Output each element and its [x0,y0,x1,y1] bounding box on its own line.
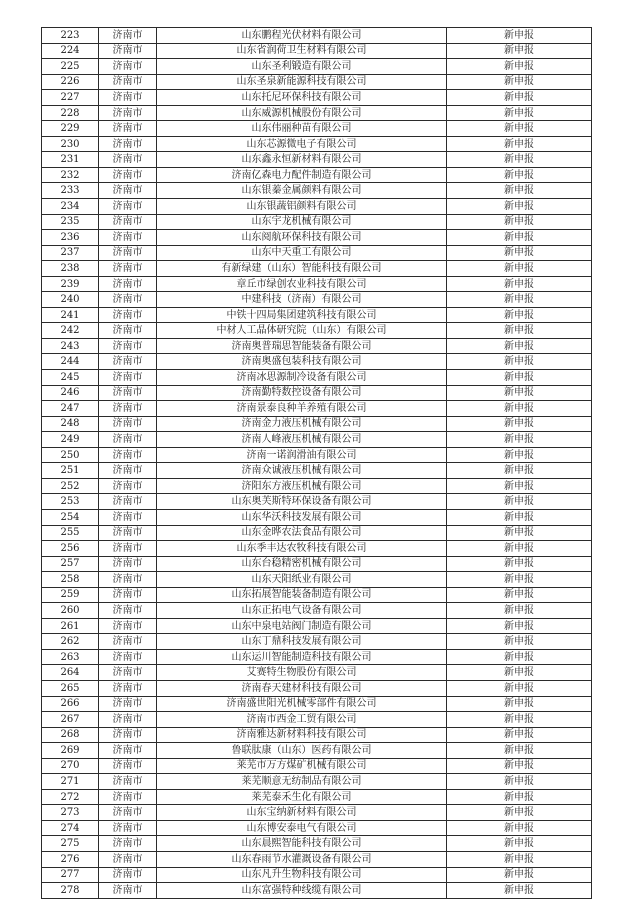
status-cell: 新申报 [447,680,592,696]
company-name-cell: 济南奥盛包装科技有限公司 [157,354,447,370]
company-name-cell: 山东台稳精密机械有限公司 [157,556,447,572]
company-name-cell: 鲁联肽康（山东）医药有限公司 [157,743,447,759]
city-cell: 济南市 [99,867,157,883]
table-row [42,307,592,323]
table-row [42,121,592,137]
status-cell: 新申报 [447,28,592,44]
row-number-cell: 234 [42,199,99,215]
city-cell: 济南市 [99,323,157,339]
table-row [42,152,592,168]
company-name-cell: 济南众诚液压机械有限公司 [157,463,447,479]
status-cell: 新申报 [447,74,592,90]
row-number-cell: 238 [42,261,99,277]
company-name-cell: 山东阅航环保科技有限公司 [157,230,447,246]
table-row [42,43,592,59]
status-cell: 新申报 [447,696,592,712]
city-cell: 济南市 [99,214,157,230]
table-row [42,276,592,292]
status-cell: 新申报 [447,323,592,339]
row-number-cell: 240 [42,292,99,308]
company-name-cell: 中建科技（济南）有限公司 [157,292,447,308]
table-row [42,230,592,246]
row-number-cell: 278 [42,883,99,899]
city-cell: 济南市 [99,836,157,852]
row-number-cell: 264 [42,665,99,681]
city-cell: 济南市 [99,261,157,277]
city-cell: 济南市 [99,541,157,557]
table-row [42,509,592,525]
company-name-cell: 济南市西金工贸有限公司 [157,712,447,728]
status-cell: 新申报 [447,789,592,805]
table-row [42,401,592,417]
row-number-cell: 256 [42,541,99,557]
status-cell: 新申报 [447,587,592,603]
status-cell: 新申报 [447,774,592,790]
city-cell: 济南市 [99,416,157,432]
table-row [42,105,592,121]
city-cell: 济南市 [99,199,157,215]
company-name-cell: 山东鑫永恒新材料有限公司 [157,152,447,168]
status-cell: 新申报 [447,836,592,852]
city-cell: 济南市 [99,634,157,650]
status-cell: 新申报 [447,292,592,308]
status-cell: 新申报 [447,230,592,246]
table-row [42,851,592,867]
table-row [42,712,592,728]
status-cell: 新申报 [447,370,592,386]
status-cell: 新申报 [447,416,592,432]
company-name-cell: 中材人工晶体研究院（山东）有限公司 [157,323,447,339]
company-name-cell: 山东银蔬铝颜料有限公司 [157,199,447,215]
city-cell: 济南市 [99,338,157,354]
status-cell: 新申报 [447,805,592,821]
city-cell: 济南市 [99,74,157,90]
row-number-cell: 273 [42,805,99,821]
company-name-cell: 有新绿建（山东）智能科技有限公司 [157,261,447,277]
company-name-cell: 济南亿森电力配件制造有限公司 [157,167,447,183]
city-cell: 济南市 [99,712,157,728]
city-cell: 济南市 [99,432,157,448]
row-number-cell: 225 [42,59,99,75]
city-cell: 济南市 [99,354,157,370]
company-name-cell: 山东天阳纸业有限公司 [157,572,447,588]
status-cell: 新申报 [447,432,592,448]
status-cell: 新申报 [447,307,592,323]
company-name-cell: 莱芜顺意无纺制品有限公司 [157,774,447,790]
company-name-cell: 济阳东方液压机械有限公司 [157,478,447,494]
company-name-cell: 山东中天重工有限公司 [157,245,447,261]
city-cell: 济南市 [99,43,157,59]
row-number-cell: 250 [42,447,99,463]
table-row [42,587,592,603]
city-cell: 济南市 [99,385,157,401]
company-name-cell: 山东芯源微电子有限公司 [157,136,447,152]
row-number-cell: 255 [42,525,99,541]
status-cell: 新申报 [447,105,592,121]
row-number-cell: 271 [42,774,99,790]
city-cell: 济南市 [99,572,157,588]
city-cell: 济南市 [99,245,157,261]
city-cell: 济南市 [99,618,157,634]
city-cell: 济南市 [99,401,157,417]
city-cell: 济南市 [99,105,157,121]
company-name-cell: 山东晨熙智能科技有限公司 [157,836,447,852]
city-cell: 济南市 [99,883,157,899]
company-name-cell: 济南一诺润滑油有限公司 [157,447,447,463]
row-number-cell: 275 [42,836,99,852]
company-name-cell: 济南人峰液压机械有限公司 [157,432,447,448]
company-name-cell: 山东省润荷卫生材料有限公司 [157,43,447,59]
row-number-cell: 245 [42,370,99,386]
status-cell: 新申报 [447,851,592,867]
company-name-cell: 山东宇龙机械有限公司 [157,214,447,230]
table-row [42,618,592,634]
status-cell: 新申报 [447,727,592,743]
city-cell: 济南市 [99,276,157,292]
city-cell: 济南市 [99,603,157,619]
row-number-cell: 227 [42,90,99,106]
row-number-cell: 224 [42,43,99,59]
company-name-cell: 章丘市绿创农业科技有限公司 [157,276,447,292]
status-cell: 新申报 [447,261,592,277]
company-name-cell: 山东季丰达农牧科技有限公司 [157,541,447,557]
company-name-cell: 山东凡升生物科技有限公司 [157,867,447,883]
status-cell: 新申报 [447,758,592,774]
city-cell: 济南市 [99,463,157,479]
status-cell: 新申报 [447,494,592,510]
row-number-cell: 251 [42,463,99,479]
status-cell: 新申报 [447,401,592,417]
company-name-cell: 济南盛世阳光机械零部件有限公司 [157,696,447,712]
city-cell: 济南市 [99,167,157,183]
table-row [42,74,592,90]
company-name-cell: 莱芜泰禾生化有限公司 [157,789,447,805]
city-cell: 济南市 [99,820,157,836]
row-number-cell: 241 [42,307,99,323]
status-cell: 新申报 [447,743,592,759]
status-cell: 新申报 [447,572,592,588]
company-name-cell: 山东春雨节水灌溉设备有限公司 [157,851,447,867]
company-name-cell: 济南雅达新材料科技有限公司 [157,727,447,743]
company-name-cell: 济南金力液压机械有限公司 [157,416,447,432]
status-cell: 新申报 [447,276,592,292]
company-name-cell: 山东奥芙斯特环保设备有限公司 [157,494,447,510]
row-number-cell: 259 [42,587,99,603]
company-name-cell: 山东圣利锻造有限公司 [157,59,447,75]
city-cell: 济南市 [99,90,157,106]
company-name-cell: 艾赛特生物股份有限公司 [157,665,447,681]
city-cell: 济南市 [99,743,157,759]
city-cell: 济南市 [99,292,157,308]
row-number-cell: 235 [42,214,99,230]
table-row [42,696,592,712]
table-row [42,338,592,354]
city-cell: 济南市 [99,494,157,510]
company-name-cell: 山东博安泰电气有限公司 [157,820,447,836]
company-name-cell: 山东运川智能制造科技有限公司 [157,649,447,665]
row-number-cell: 261 [42,618,99,634]
table-row [42,385,592,401]
row-number-cell: 257 [42,556,99,572]
table-row [42,665,592,681]
company-name-cell: 济南冰思源制冷设备有限公司 [157,370,447,386]
status-cell: 新申报 [447,603,592,619]
status-cell: 新申报 [447,338,592,354]
status-cell: 新申报 [447,867,592,883]
row-number-cell: 260 [42,603,99,619]
company-name-cell: 山东丁鼎科技发展有限公司 [157,634,447,650]
table-row [42,447,592,463]
row-number-cell: 243 [42,338,99,354]
table-row [42,354,592,370]
city-cell: 济南市 [99,152,157,168]
city-cell: 济南市 [99,447,157,463]
row-number-cell: 229 [42,121,99,137]
city-cell: 济南市 [99,789,157,805]
city-cell: 济南市 [99,28,157,44]
table-row [42,90,592,106]
status-cell: 新申报 [447,214,592,230]
table-row [42,634,592,650]
row-number-cell: 233 [42,183,99,199]
table-row [42,727,592,743]
table-row [42,867,592,883]
table-row [42,556,592,572]
table-row [42,789,592,805]
status-cell: 新申报 [447,59,592,75]
company-name-cell: 山东威源机械股份有限公司 [157,105,447,121]
row-number-cell: 239 [42,276,99,292]
company-name-cell: 山东金晔农法食品有限公司 [157,525,447,541]
company-name-cell: 山东拓展智能装备制造有限公司 [157,587,447,603]
row-number-cell: 266 [42,696,99,712]
table-row [42,370,592,386]
status-cell: 新申报 [447,541,592,557]
table-row [42,525,592,541]
row-number-cell: 254 [42,509,99,525]
row-number-cell: 244 [42,354,99,370]
table-row [42,59,592,75]
status-cell: 新申报 [447,712,592,728]
row-number-cell: 252 [42,478,99,494]
company-name-cell: 济南春天建材科技有限公司 [157,680,447,696]
table-row [42,820,592,836]
status-cell: 新申报 [447,556,592,572]
company-name-cell: 山东银蓁金属颜料有限公司 [157,183,447,199]
city-cell: 济南市 [99,851,157,867]
status-cell: 新申报 [447,525,592,541]
company-name-cell: 山东圣泉新能源科技有限公司 [157,74,447,90]
table-row [42,245,592,261]
table-row [42,649,592,665]
status-cell: 新申报 [447,820,592,836]
city-cell: 济南市 [99,525,157,541]
status-cell: 新申报 [447,245,592,261]
table-row [42,261,592,277]
city-cell: 济南市 [99,556,157,572]
row-number-cell: 272 [42,789,99,805]
status-cell: 新申报 [447,883,592,899]
row-number-cell: 258 [42,572,99,588]
status-cell: 新申报 [447,121,592,137]
city-cell: 济南市 [99,59,157,75]
table-row [42,432,592,448]
row-number-cell: 265 [42,680,99,696]
company-name-cell: 济南勤特数控设备有限公司 [157,385,447,401]
row-number-cell: 267 [42,712,99,728]
row-number-cell: 231 [42,152,99,168]
row-number-cell: 226 [42,74,99,90]
city-cell: 济南市 [99,774,157,790]
table-row [42,774,592,790]
row-number-cell: 228 [42,105,99,121]
table-row [42,136,592,152]
city-cell: 济南市 [99,370,157,386]
status-cell: 新申报 [447,634,592,650]
row-number-cell: 242 [42,323,99,339]
row-number-cell: 270 [42,758,99,774]
status-cell: 新申报 [447,354,592,370]
city-cell: 济南市 [99,509,157,525]
status-cell: 新申报 [447,183,592,199]
company-name-cell: 中铁十四局集团建筑科技有限公司 [157,307,447,323]
row-number-cell: 269 [42,743,99,759]
row-number-cell: 230 [42,136,99,152]
status-cell: 新申报 [447,385,592,401]
status-cell: 新申报 [447,167,592,183]
row-number-cell: 249 [42,432,99,448]
row-number-cell: 276 [42,851,99,867]
city-cell: 济南市 [99,183,157,199]
status-cell: 新申报 [447,649,592,665]
table-row [42,199,592,215]
table-row [42,292,592,308]
company-list-table [41,27,592,899]
company-name-cell: 山东中泉电站阀门制造有限公司 [157,618,447,634]
row-number-cell: 232 [42,167,99,183]
table-row [42,478,592,494]
table-row [42,214,592,230]
status-cell: 新申报 [447,618,592,634]
row-number-cell: 237 [42,245,99,261]
row-number-cell: 268 [42,727,99,743]
city-cell: 济南市 [99,230,157,246]
city-cell: 济南市 [99,665,157,681]
city-cell: 济南市 [99,696,157,712]
status-cell: 新申报 [447,463,592,479]
status-cell: 新申报 [447,90,592,106]
row-number-cell: 223 [42,28,99,44]
city-cell: 济南市 [99,587,157,603]
company-name-cell: 山东宝纳新材料有限公司 [157,805,447,821]
company-name-cell: 济南景泰良种羊养殖有限公司 [157,401,447,417]
table-row [42,463,592,479]
city-cell: 济南市 [99,805,157,821]
company-list-table-wrapper [41,27,591,899]
company-name-cell: 山东正拓电气设备有限公司 [157,603,447,619]
company-name-cell: 济南奥普瑞思智能装备有限公司 [157,338,447,354]
status-cell: 新申报 [447,199,592,215]
table-row [42,28,592,44]
city-cell: 济南市 [99,758,157,774]
row-number-cell: 247 [42,401,99,417]
status-cell: 新申报 [447,152,592,168]
city-cell: 济南市 [99,478,157,494]
table-row [42,572,592,588]
company-name-cell: 山东伟丽种苗有限公司 [157,121,447,137]
status-cell: 新申报 [447,478,592,494]
row-number-cell: 246 [42,385,99,401]
row-number-cell: 248 [42,416,99,432]
table-row [42,805,592,821]
status-cell: 新申报 [447,447,592,463]
company-name-cell: 莱芜市万方煤矿机械有限公司 [157,758,447,774]
row-number-cell: 262 [42,634,99,650]
table-row [42,758,592,774]
city-cell: 济南市 [99,307,157,323]
city-cell: 济南市 [99,121,157,137]
table-row [42,743,592,759]
company-name-cell: 山东鹏程光伏材料有限公司 [157,28,447,44]
table-row [42,680,592,696]
company-name-cell: 山东托尼环保科技有限公司 [157,90,447,106]
status-cell: 新申报 [447,43,592,59]
row-number-cell: 274 [42,820,99,836]
table-row [42,603,592,619]
table-row [42,183,592,199]
city-cell: 济南市 [99,649,157,665]
table-row [42,323,592,339]
company-name-cell: 山东富强特种线缆有限公司 [157,883,447,899]
status-cell: 新申报 [447,665,592,681]
row-number-cell: 277 [42,867,99,883]
row-number-cell: 253 [42,494,99,510]
row-number-cell: 263 [42,649,99,665]
table-row [42,494,592,510]
table-row [42,167,592,183]
table-body [42,28,592,899]
city-cell: 济南市 [99,727,157,743]
status-cell: 新申报 [447,509,592,525]
status-cell: 新申报 [447,136,592,152]
table-row [42,541,592,557]
city-cell: 济南市 [99,136,157,152]
table-row [42,883,592,899]
table-row [42,416,592,432]
table-row [42,836,592,852]
city-cell: 济南市 [99,680,157,696]
row-number-cell: 236 [42,230,99,246]
company-name-cell: 山东华沃科技发展有限公司 [157,509,447,525]
